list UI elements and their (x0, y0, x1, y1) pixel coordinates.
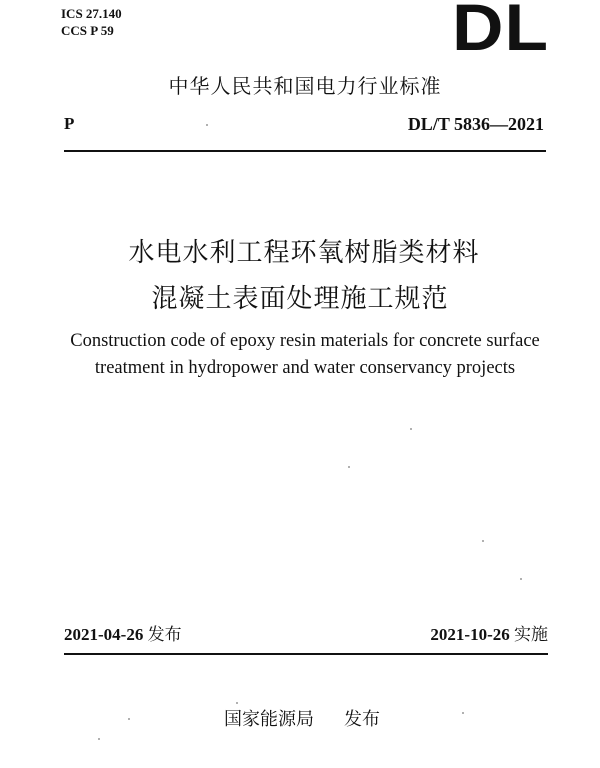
scan-speck (410, 428, 412, 430)
category-letter: P (64, 114, 75, 133)
dl-logo: DL (452, 0, 550, 64)
scan-speck (98, 738, 100, 740)
standard-number: DL/T 5836—2021 (407, 114, 544, 134)
ics-code: ICS 27.140 (61, 6, 122, 21)
title-cn-line1: 水电水利工程环氧树脂类材料 (128, 238, 480, 268)
ccs-code: CCS P 59 (61, 23, 114, 38)
title-en-line1: Construction code of epoxy resin materials for concrete surface (70, 331, 540, 351)
implement-date: 2021-10-26 (430, 625, 510, 644)
standard-name: 中华人民共和国电力行业标准 (168, 74, 442, 98)
scan-speck (206, 124, 208, 126)
scan-speck (482, 540, 484, 542)
scan-speck (348, 466, 350, 468)
header-divider (64, 150, 546, 152)
footer-divider (64, 653, 548, 655)
publisher (224, 709, 380, 731)
scan-speck (462, 712, 464, 714)
issue-date-block (64, 624, 182, 646)
scan-speck (520, 578, 522, 580)
title-cn-line2: 混凝土表面处理施工规范 (151, 284, 449, 314)
implement-date-block (430, 624, 548, 646)
scan-speck (128, 718, 130, 720)
issue-label: 发布 (147, 625, 182, 645)
issue-date: 2021-04-26 (64, 625, 144, 644)
classification-codes (61, 5, 122, 39)
scan-speck (236, 702, 238, 704)
publisher-name: 国家能源局 (224, 709, 314, 730)
publisher-label: 发布 (344, 709, 380, 730)
implement-label: 实施 (514, 625, 548, 645)
title-en-line2: treatment in hydropower and water conservancy projects (94, 358, 516, 378)
